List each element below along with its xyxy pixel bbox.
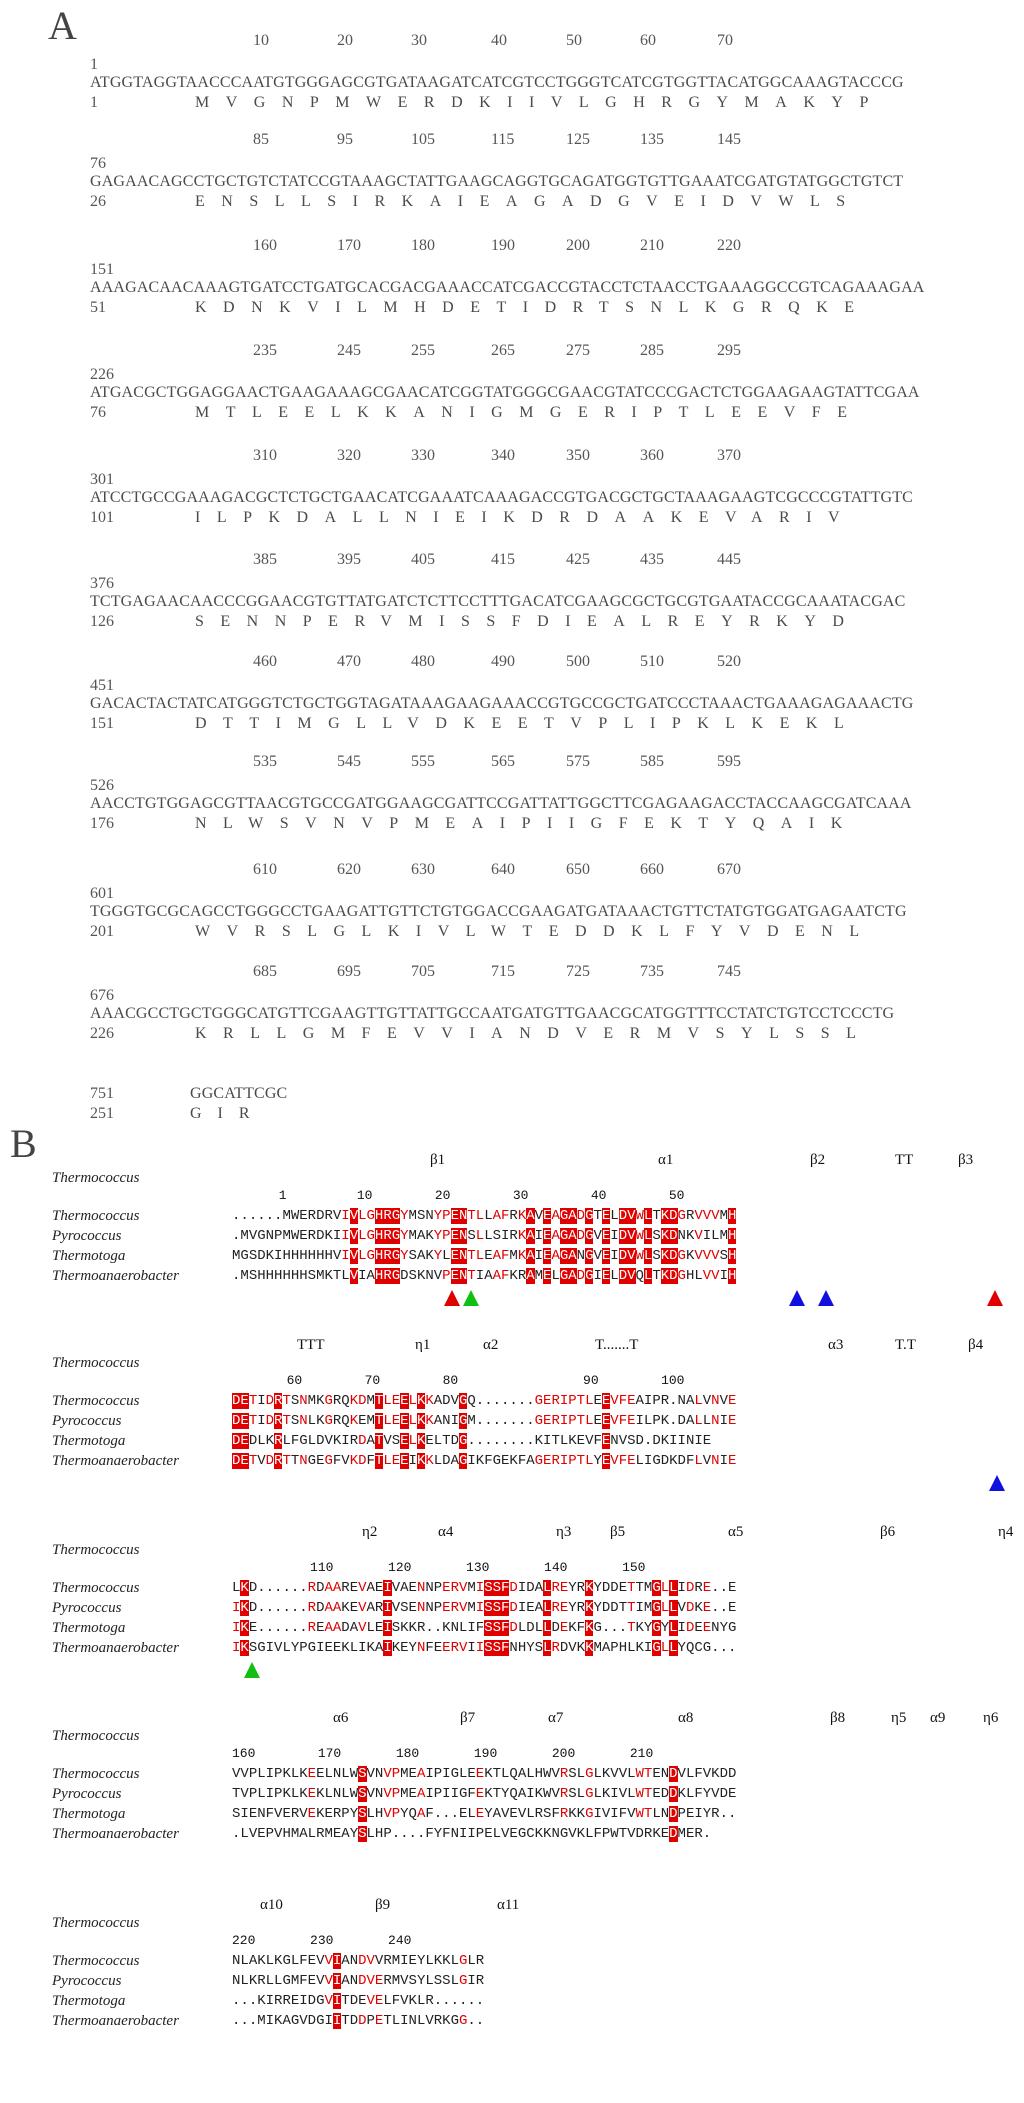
sequence-block [0,541,1024,641]
ruler-number: 480 [411,653,435,670]
dna-sequence: GAGAACAGCCTGCTGTCTATCCGTAAAGCTATTGAAGCAGGTGCAGATGGTGTTGAAATCGATGTATGGCTGTCT [90,173,904,190]
secondary-structure-label: α11 [497,1897,520,1913]
species-label: Thermotoga [52,1993,126,2009]
species-label: Thermotoga [52,1806,126,1822]
species-label: Thermoanaerobacter [52,1268,179,1284]
species-label: Thermococcus [52,1953,140,1969]
protein-sequence: ILPKDALLNIEIKDRDAAKEVARIV [195,509,857,526]
ruler-number: 50 [566,32,582,49]
secondary-structure-label: TTT [297,1337,325,1353]
species-label: Pyrococcus [52,1600,122,1616]
protein-sequence: ENSLLSIRKAIEAGADGVEIDVWLS [195,193,862,210]
sequence-block [0,851,1024,951]
secondary-structure-label: η5 [891,1710,907,1726]
amino-acid-position: 101 [90,509,114,526]
ruler-number: 705 [411,963,435,980]
ruler-number: 640 [491,861,515,878]
amino-acid-position: 251 [90,1105,114,1122]
sequence-block [0,22,1024,122]
ruler-number: 265 [491,342,515,359]
ruler-number: 460 [253,653,277,670]
aligned-sequence: ......MWERDRVIVLGHRGYMSNYPENTLLAFRKAVEAGADGTELDVWLTKDGRVVVMH [232,1208,737,1224]
dna-sequence: TGGGTGCGCAGCCTGGGCCTGAAGATTGTTCTGTGGACCGAAGATGATAAACTGTTCTATGTGGATGAGAATCTG [90,903,907,920]
aligned-sequence: VVPLIPKLKEELNLWSVNVPMEAIPIGLEEKTLQALHWVRSLGLKVVLWTENDVLFVKDD [232,1766,737,1782]
reference-species-label: Thermococcus [52,1355,140,1371]
amino-acid-position: 226 [90,1025,114,1042]
ruler-number: 190 [491,237,515,254]
ruler-number: 180 [411,237,435,254]
protein-sequence: WVRSLGLKIVLWTEDDKLFYVDENL [195,923,876,940]
species-label: Thermoanaerobacter [52,1453,179,1469]
ruler-number: 340 [491,447,515,464]
amino-acid-position: 126 [90,613,114,630]
secondary-structure-label: TT [895,1152,914,1168]
secondary-structure-label: α7 [548,1710,564,1726]
aligned-sequence: DEDLKRLFGLDVKIRDATVSELKELTDG........KITLKEVFENVSD.DKIINIE [232,1433,712,1449]
aligned-sequence: DETVDRTTNGEGFVKDFTLEEIKKLDAGIKFGEKFAGERIPTLYEVFELIGDKDFLVNIE [232,1453,737,1469]
sequence-block [0,332,1024,432]
nucleotide-position: 676 [90,987,114,1004]
amino-acid-position: 151 [90,715,114,732]
ruler-number: 510 [640,653,664,670]
ruler-number: 745 [717,963,741,980]
species-label: Thermotoga [52,1248,126,1264]
secondary-structure-label: α4 [438,1524,454,1540]
ruler-number: 520 [717,653,741,670]
aligned-sequence: .MVGNPMWERDKIIVLGHRGYMAKYPENSLLSIRKAIEAGADGVEIDVWLSKDNKVILMH [232,1228,737,1244]
amino-acid-position: 201 [90,923,114,940]
secondary-structure-label: β7 [460,1710,476,1726]
ruler-number: 660 [640,861,664,878]
amino-acid-position: 176 [90,815,114,832]
ruler-number: 735 [640,963,664,980]
secondary-structure-label: β6 [880,1524,896,1540]
reference-species-label: Thermococcus [52,1542,140,1558]
aligned-sequence: ...MIKAGVDGIITDDPETLINLVRKGG.. [232,2013,485,2029]
aligned-sequence: TVPLIPKLKEKLNLWSVNVPMEAIPIIGFEKTYQAIKWVRSLGLKIVLWTEDDKLFYVDE [232,1786,737,1802]
ruler-number: 490 [491,653,515,670]
nucleotide-position: 76 [90,155,106,172]
ruler-number: 535 [253,753,277,770]
dna-sequence: GACACTACTATCATGGGTCTGCTGGTAGATAAAGAAGAAACCGTGCCGCTGATCCCTAAACTGAAAGAGAAACTG [90,695,914,712]
ruler-number: 370 [717,447,741,464]
nucleotide-position: 751 [90,1085,114,1102]
ruler-number: 555 [411,753,435,770]
aligned-sequence: IKE......REAADAVLEISKKR..KNLIFSSFDLDLLDEKFKG...TKYGYLIDEENYG [232,1620,737,1636]
ruler-number: 350 [566,447,590,464]
ruler-number: 670 [717,861,741,878]
site-marker-triangle [987,1290,1003,1306]
ruler-number: 220 [717,237,741,254]
protein-sequence: SENNPERVMISSFDIEALREYRKYD [195,613,861,630]
ruler-number: 715 [491,963,515,980]
ruler-number: 85 [253,131,269,148]
reference-species-label: Thermococcus [52,1915,140,1931]
secondary-structure-label: α10 [260,1897,283,1913]
secondary-structure-label: T.......T [595,1337,639,1353]
residue-number-row: 110 120 130 140 150 [232,1560,646,1575]
protein-sequence: KRLLGMFEVVIANDVERMVSYLSSL [195,1025,873,1042]
ruler-number: 435 [640,551,664,568]
dna-sequence: AAAGACAACAAAGTGATCCTGATGCACGACGAAACCATCGACCGTACCTCTAACCTGAAAGGCCGTCAGAAAGAA [90,279,925,296]
ruler-number: 445 [717,551,741,568]
site-marker-triangle [244,1662,260,1678]
ruler-number: 650 [566,861,590,878]
ruler-number: 405 [411,551,435,568]
sequence-block [0,953,1024,1053]
ruler-number: 135 [640,131,664,148]
secondary-structure-label: α3 [828,1337,844,1353]
secondary-structure-label: β4 [968,1337,984,1353]
amino-acid-position: 51 [90,299,106,316]
ruler-number: 160 [253,237,277,254]
ruler-number: 275 [566,342,590,359]
reference-species-label: Thermococcus [52,1728,140,1744]
ruler-number: 170 [337,237,361,254]
ruler-number: 695 [337,963,361,980]
reference-species-label: Thermococcus [52,1170,140,1186]
nucleotide-position: 1 [90,56,98,73]
secondary-structure-label: β2 [810,1152,826,1168]
protein-sequence: KDNKVILMHDETIDRTSNLKGRQKE [195,299,871,316]
nucleotide-position: 301 [90,471,114,488]
site-marker-triangle [444,1290,460,1306]
ruler-number: 255 [411,342,435,359]
ruler-number: 60 [640,32,656,49]
ruler-number: 725 [566,963,590,980]
protein-sequence: NLWSVNVPMEAIPIIGFEKTYQAIK [195,815,859,832]
ruler-number: 500 [566,653,590,670]
secondary-structure-label: η3 [556,1524,572,1540]
species-label: Thermococcus [52,1393,140,1409]
aligned-sequence: MGSDKIHHHHHHVIVLGHRGYSAKYLENTLEAFMKAIEAGANGVEIDVWLSKDGKVVVSH [232,1248,737,1264]
ruler-number: 200 [566,237,590,254]
species-label: Thermoanaerobacter [52,1826,179,1842]
nucleotide-position: 226 [90,366,114,383]
amino-acid-position: 1 [90,94,98,111]
ruler-number: 415 [491,551,515,568]
secondary-structure-label: β8 [830,1710,846,1726]
ruler-number: 30 [411,32,427,49]
ruler-number: 595 [717,753,741,770]
secondary-structure-label: η1 [415,1337,431,1353]
ruler-number: 10 [253,32,269,49]
nucleotide-position: 526 [90,777,114,794]
ruler-number: 125 [566,131,590,148]
secondary-structure-label: η6 [983,1710,999,1726]
amino-acid-position: 26 [90,193,106,210]
site-marker-triangle [818,1290,834,1306]
residue-number-row: 60 70 80 90 100 [232,1373,685,1388]
ruler-number: 565 [491,753,515,770]
dna-sequence: ATGACGCTGGAGGAACTGAAGAAAGCGAACATCGGTATGGGCGAACGTATCCCGACTCTGGAAGAAGTATTCGAA [90,384,920,401]
ruler-number: 70 [717,32,733,49]
secondary-structure-label: α2 [483,1337,499,1353]
secondary-structure-label: η2 [362,1524,378,1540]
residue-number-row: 160 170 180 190 200 210 [232,1746,654,1761]
ruler-number: 235 [253,342,277,359]
sequence-block [0,643,1024,743]
aligned-sequence: .LVEPVHMALRMEAYSLHP....FYFNIIPELVEGCKKNGVKLFPWTVDRKEDMER. [232,1826,712,1842]
ruler-number: 145 [717,131,741,148]
ruler-number: 295 [717,342,741,359]
secondary-structure-label: T.T [895,1337,916,1353]
ruler-number: 425 [566,551,590,568]
species-label: Pyrococcus [52,1228,122,1244]
species-label: Thermotoga [52,1433,126,1449]
aligned-sequence: LKD......RDAAREVAEIVAENNPERVMISSFDIDALREYRKYDDETTMGLLIDRE..E [232,1580,737,1596]
ruler-number: 20 [337,32,353,49]
aligned-sequence: IKSGIVLYPGIEEKLIKAIKEYNFEERVIISSFNHYSLRDVKKMAPHLKIGLLYQCG... [232,1640,737,1656]
species-label: Thermococcus [52,1766,140,1782]
ruler-number: 105 [411,131,435,148]
ruler-number: 630 [411,861,435,878]
sequence-block [0,437,1024,537]
protein-sequence: MVGNPMWERDKIIVLGHRGYMAKYP [195,94,885,111]
aligned-sequence: SIENFVERVEKERPYSLHVPYQAF...ELEYAVEVLRSFRKKGIVIFVWTLNDPEIYR.. [232,1806,737,1822]
protein-sequence: GIR [190,1105,266,1122]
ruler-number: 330 [411,447,435,464]
secondary-structure-label: β5 [610,1524,626,1540]
site-marker-triangle [789,1290,805,1306]
site-marker-triangle [989,1475,1005,1491]
secondary-structure-label: β3 [958,1152,974,1168]
secondary-structure-label: β9 [375,1897,391,1913]
ruler-number: 285 [640,342,664,359]
secondary-structure-label: η4 [998,1524,1014,1540]
site-marker-triangle [463,1290,479,1306]
dna-sequence: AACCTGTGGAGCGTTAACGTGCCGATGGAAGCGATTCCGATTATTGGCTTCGAGAAGACCTACCAAGCGATCAAA [90,795,912,812]
nucleotide-position: 451 [90,677,114,694]
nucleotide-position: 376 [90,575,114,592]
ruler-number: 310 [253,447,277,464]
panel-a-label: A [48,3,77,48]
species-label: Pyrococcus [52,1413,122,1429]
panel-b-label: B [10,1121,37,1166]
aligned-sequence: ...KIRREIDGVITDEVELFVKLR...... [232,1993,485,2009]
dna-sequence: TCTGAGAACAACCCGGAACGTGTTATGATCTCTTCCTTTGACATCGAAGCGCTGCGTGAATACCGCAAATACGAC [90,593,906,610]
species-label: Pyrococcus [52,1973,122,1989]
ruler-number: 360 [640,447,664,464]
species-label: Thermococcus [52,1580,140,1596]
sequence-block [0,227,1024,327]
species-label: Thermotoga [52,1620,126,1636]
ruler-number: 40 [491,32,507,49]
ruler-number: 585 [640,753,664,770]
secondary-structure-label: α9 [930,1710,946,1726]
ruler-number: 620 [337,861,361,878]
aligned-sequence: DETIDRTSNMKGRQKDMTLEELKKADVGQ.......GERIPTLEEVFEAIPR.NALVNVE [232,1393,737,1409]
secondary-structure-label: α5 [728,1524,744,1540]
nucleotide-position: 601 [90,885,114,902]
species-label: Pyrococcus [52,1786,122,1802]
ruler-number: 545 [337,753,361,770]
ruler-number: 575 [566,753,590,770]
ruler-number: 115 [491,131,515,148]
ruler-number: 610 [253,861,277,878]
ruler-number: 210 [640,237,664,254]
residue-number-row: 220 230 240 [232,1933,412,1948]
ruler-number: 685 [253,963,277,980]
nucleotide-position: 151 [90,261,114,278]
species-label: Thermoanaerobacter [52,1640,179,1656]
ruler-number: 245 [337,342,361,359]
residue-number-row: 1 10 20 30 40 50 [232,1188,685,1203]
secondary-structure-label: α1 [658,1152,674,1168]
aligned-sequence: NLAKLKGLFEVVIANDVVRMIEYLKKLGLR [232,1953,485,1969]
secondary-structure-label: α8 [678,1710,694,1726]
protein-sequence: MTLEELKKANIGMGERIPTLEEVFE [195,404,864,421]
dna-sequence: AAACGCCTGCTGGGCATGTTCGAAGTTGTTATTGCCAATGATGTTGAACGCATGGTTTCCTATCTGTCCTCCCTG [90,1005,895,1022]
ruler-number: 95 [337,131,353,148]
dna-sequence: GGCATTCGC [190,1085,288,1102]
panel-b-alignment [0,1121,1024,2103]
ruler-number: 395 [337,551,361,568]
aligned-sequence: DETIDRTSNLKGRQKEMTLEELKKANIGM.......GERIPTLEEVFEILPK.DALLNIE [232,1413,737,1429]
aligned-sequence: NLKRLLGMFEVVIANDVERMVSYLSSLGIR [232,1973,485,1989]
species-label: Thermoanaerobacter [52,2013,179,2029]
protein-sequence: DTTIMGLLVDKEETVPLIPKLKEKL [195,715,861,732]
dna-sequence: ATGGTAGGTAACCCAATGTGGGAGCGTGATAAGATCATCGTCCTGGGTCATCGTGGTTACATGGCAAAGTACCCG [90,74,904,91]
sequence-block [0,743,1024,843]
sequence-block [0,121,1024,221]
species-label: Thermococcus [52,1208,140,1224]
aligned-sequence: .MSHHHHHHSMKTLVIAHRGDSKNVPENTIAAFKRAMELGADGIELDVQLTKDGHLVVIH [232,1268,737,1284]
dna-sequence: ATCCTGCCGAAAGACGCTCTGCTGAACATCGAAATCAAAGACCGTGACGCTGCTAAAGAAGTCGCCCGTATTGTC [90,489,913,506]
ruler-number: 470 [337,653,361,670]
secondary-structure-label: β1 [430,1152,446,1168]
aligned-sequence: IKD......RDAAKEVARIVSENNPERVMISSFDIEALREYRKYDDTTIMGLLVDKE..E [232,1600,737,1616]
ruler-number: 385 [253,551,277,568]
ruler-number: 320 [337,447,361,464]
amino-acid-position: 76 [90,404,106,421]
secondary-structure-label: α6 [333,1710,349,1726]
